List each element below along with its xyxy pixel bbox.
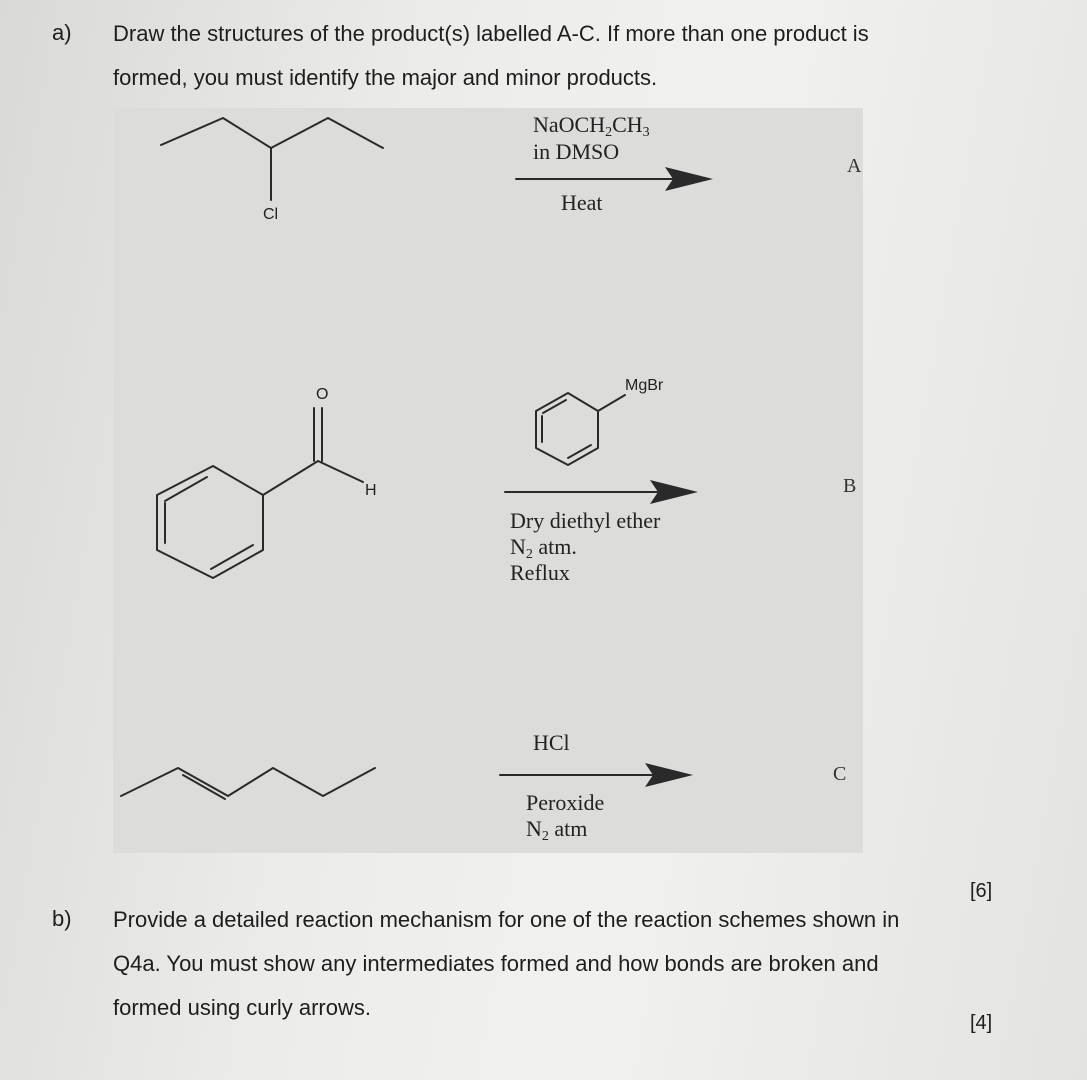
product-c-label: C: [833, 763, 847, 785]
ring-to-mgbr-bond: [598, 395, 625, 411]
chlorine-atom-label: Cl: [263, 206, 279, 223]
alkene-double-bond: [183, 775, 225, 799]
benzaldehyde-inner-bond-1: [211, 545, 253, 569]
reaction-1-reagent: $NaOCH_2CH_3$: [533, 112, 650, 140]
reaction-2-atmosphere: $N_2$ atm.: [510, 534, 577, 562]
part-b-line-1: Provide a detailed reaction mechanism for one of the reaction schemes shown in: [113, 907, 900, 932]
product-b-label: B: [843, 475, 857, 497]
reaction-3-initiator: Peroxide: [526, 790, 605, 815]
part-b-question: [113, 898, 1053, 1030]
oxygen-atom-label: O: [316, 386, 329, 403]
grignard-ring: [536, 393, 598, 465]
benzaldehyde-ring: [157, 466, 263, 578]
reaction-1-solvent: in DMSO: [533, 139, 620, 164]
part-a-line-1: Draw the structures of the product(s) labelled A-C. If more than one product is: [113, 21, 869, 46]
reaction-2-solvent: Dry diethyl ether: [510, 508, 661, 533]
part-b-line-2: Q4a. You must show any intermediates formed and how bonds are broken and: [113, 951, 879, 976]
part-a-question: [113, 12, 1053, 100]
part-b-marks: [4]: [970, 1012, 993, 1034]
ring-to-carbonyl-bond: [263, 461, 318, 495]
part-a-marks: [6]: [970, 880, 993, 902]
reaction-3-atmosphere: $N_2$ atm: [526, 816, 588, 844]
c-h-bond: [318, 461, 363, 482]
reaction-1-condition: Heat: [561, 190, 603, 215]
hydrogen-atom-label: H: [365, 482, 377, 499]
structures-drawing: [113, 108, 863, 853]
reaction-2-condition: Reflux: [510, 560, 570, 585]
alkene-skeleton: [121, 768, 375, 796]
part-b-line-3: formed using curly arrows.: [113, 995, 371, 1020]
mgbr-label: MgBr: [625, 377, 664, 394]
product-a-label: A: [847, 155, 862, 177]
part-b-label: b): [52, 906, 72, 931]
part-a-label: a): [52, 20, 72, 45]
grignard-inner-bond-2: [543, 400, 566, 413]
reaction-3-reagent: HCl: [533, 730, 570, 755]
part-a-line-2: formed, you must identify the major and minor products.: [113, 65, 658, 90]
reaction-scheme-panel: [113, 108, 863, 853]
grignard-inner-bond-1: [568, 445, 591, 458]
alkyl-chloride-skeleton: [161, 118, 383, 148]
